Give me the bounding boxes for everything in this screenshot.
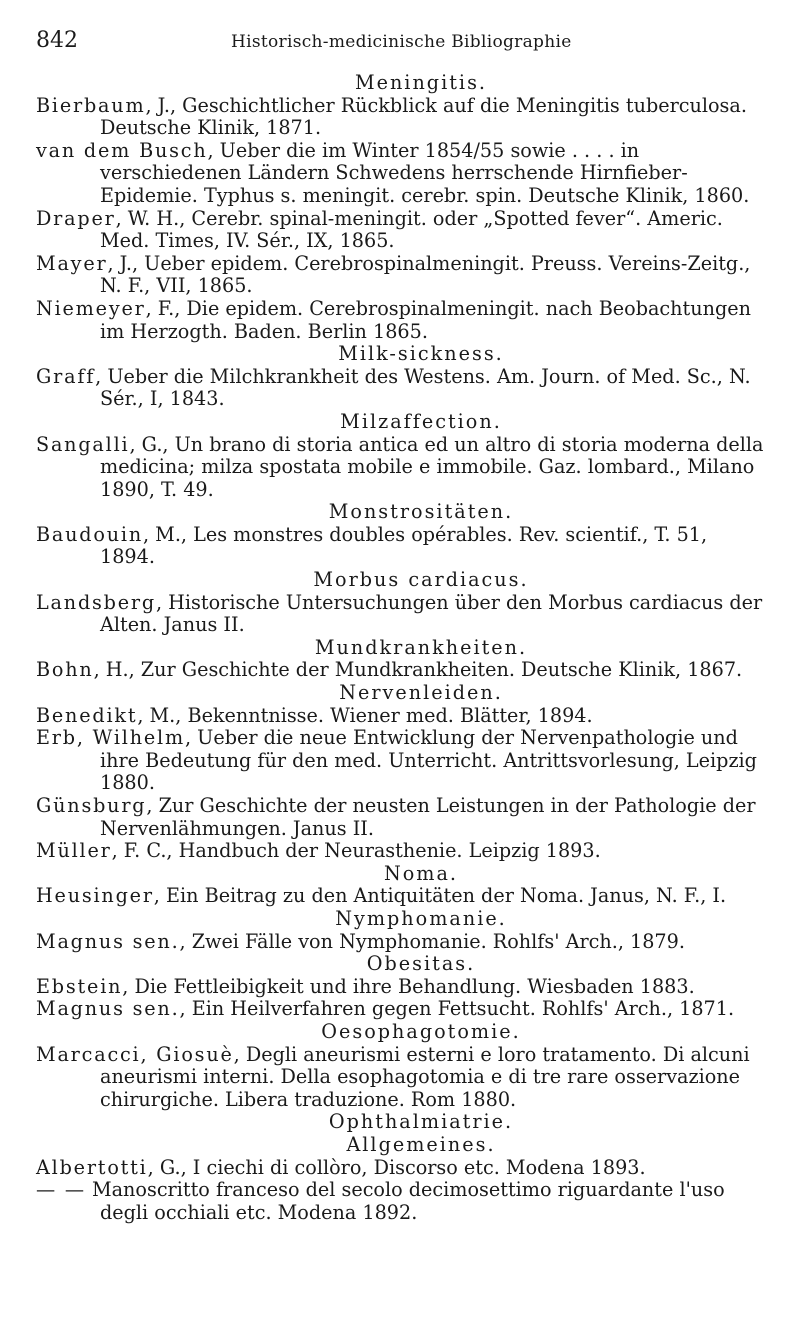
entry-text: , G., Un brano di storia antica ed un altro di storia moderna della medicina; milza spostata mobile e immobile. Gaz. lombard., Milano 1890, T. 49.	[100, 432, 764, 501]
entry-author: Niemeyer	[36, 296, 146, 320]
bibliography-entry	[36, 140, 766, 208]
bibliography-entry	[36, 1044, 766, 1112]
section-heading: Mundkrankheiten.	[314, 635, 528, 659]
section-heading: Ophthalmiatrie.	[328, 1110, 514, 1134]
page-header	[36, 28, 766, 72]
bibliography-entry	[36, 659, 766, 682]
bibliography-entry	[36, 931, 766, 954]
entry-author: Albertotti	[36, 1155, 148, 1179]
page-number: 842	[36, 28, 78, 53]
entry-author: Mayer	[36, 251, 108, 275]
bibliography-entry	[36, 592, 766, 637]
entry-author: Draper	[36, 206, 116, 230]
bibliography-entry	[36, 298, 766, 343]
entry-author: Landsberg	[36, 590, 156, 614]
entry-author: Günsburg	[36, 794, 147, 817]
entry-author: Sangalli	[36, 432, 130, 456]
section-heading: Meningitis.	[354, 71, 488, 94]
entry-text: , W. H., Cerebr. spinal-meningit. oder „Spotted fever“. Americ. Med. Times, IV. Sér., IX, 1865.	[100, 206, 723, 253]
section-heading: Milzaffection.	[340, 409, 502, 433]
entry-author: Graff	[36, 364, 96, 388]
entry-author: Magnus sen.	[36, 929, 180, 953]
entry-text: , J., Ueber epidem. Cerebrospinalmeningit. Preuss. Vereins-Zeitg., N. F., VII, 1865.	[100, 251, 751, 298]
entry-text: , H., Zur Geschichte der Mundkrankheiten. Deutsche Klinik, 1867.	[93, 658, 743, 682]
running-title: Historisch-medicinische Bibliographie	[231, 32, 572, 52]
bibliography-entry	[36, 1179, 766, 1224]
section-heading: Morbus cardiacus.	[313, 568, 529, 592]
entry-author: Müller	[36, 839, 112, 863]
bibliography-entry	[36, 795, 766, 840]
entry-text: , J., Geschichtlicher Rückblick auf die Meningitis tuberculosa. Deutsche Klinik, 1871.	[100, 93, 747, 140]
bibliography-entry	[36, 727, 766, 795]
entry-author: Bohn	[36, 658, 94, 682]
entry-text: , Degli aneurismi esterni e loro tratamento. Di alcuni aneurismi interni. Della esophagotomia e di tre rare osservazione chirurgiche. Libera traduzione. Rom 1880.	[100, 1042, 750, 1111]
entry-author: Heusinger	[36, 884, 154, 908]
entry-text: , Zwei Fälle von Nymphomanie. Rohlfs' Arch., 1879.	[179, 929, 685, 953]
bibliography-entry	[36, 524, 766, 569]
bibliography-entry	[36, 366, 766, 411]
entry-text: , M., Bekenntnisse. Wiener med. Blätter, 1894.	[137, 703, 593, 727]
entry-text: , F. C., Handbuch der Neurasthenie. Leipzig 1893.	[111, 839, 601, 863]
entry-text: , Ein Heilverfahren gegen Fettsucht. Rohlfs' Arch., 1871.	[179, 997, 735, 1021]
entry-text: , F., Die epidem. Cerebrospinalmeningit. nach Beobachtungen im Herzogth. Baden. Berlin 1865.	[100, 296, 751, 343]
entry-text: , Ein Beitrag zu den Antiquitäten der Noma. Janus, N. F., I.	[153, 884, 727, 908]
section-heading: Nymphomanie.	[335, 906, 507, 930]
entry-author: Ebstein	[36, 974, 123, 998]
entry-text: , Historische Untersuchungen über den Morbus cardiacus der Alten. Janus II.	[100, 590, 763, 637]
entry-text: , M., Les monstres doubles opérables. Rev. scientif., T. 51, 1894.	[100, 522, 708, 569]
bibliography-entry	[36, 95, 766, 140]
entry-text: , G., I ciechi di collòro, Discorso etc. Modena 1893.	[147, 1155, 646, 1179]
entry-text: Manoscritto franceso del secolo decimosettimo riguardante l'uso degli occhiali etc. Modena 1892.	[85, 1178, 725, 1224]
section-heading: Nervenleiden.	[339, 681, 503, 705]
entry-author: Benedikt	[36, 703, 138, 727]
bibliography-entry	[36, 998, 766, 1021]
section-heading: Noma.	[383, 861, 459, 885]
section-heading: Monstrositäten.	[328, 500, 514, 524]
entry-author: Marcacci, Giosuè	[36, 1042, 234, 1066]
entry-text: , Die Fettleibigkeit und ihre Behandlung. Wiesbaden 1883.	[122, 974, 695, 998]
entry-author: van dem Busch	[36, 138, 208, 162]
bibliography-entry	[36, 253, 766, 298]
bibliography-entry	[36, 705, 766, 728]
entry-author: — —	[36, 1178, 86, 1202]
bibliography-entry	[36, 1157, 766, 1180]
section-heading: Oesophagotomie.	[321, 1019, 521, 1043]
bibliography-content	[36, 72, 766, 1224]
entry-text: , Zur Geschichte der neusten Leistungen in der Pathologie der Nervenlähmungen. Janus II.	[100, 794, 756, 840]
entry-text: , Ueber die im Winter 1854/55 sowie . . . . in verschiedenen Ländern Schwedens herrschende Hirnfieber-Epidemie. Typhus s. meningit. cerebr. spin. Deutsche Klinik, 1860.	[100, 138, 750, 207]
entry-author: Baudouin	[36, 522, 143, 546]
entry-author: Magnus sen.	[36, 997, 180, 1021]
entry-text: , Ueber die Milchkrankheit des Westens. Am. Journ. of Med. Sc., N. Sér., I, 1843.	[95, 364, 751, 411]
bibliography-entry	[36, 208, 766, 253]
section-heading: Allgemeines.	[346, 1132, 496, 1156]
bibliography-entry	[36, 885, 766, 908]
bibliography-entry	[36, 434, 766, 502]
entry-author: Erb, Wilhelm	[36, 726, 185, 750]
bibliography-entry	[36, 976, 766, 999]
section-heading: Obesitas.	[366, 952, 476, 976]
section-heading: Milk-sickness.	[338, 342, 504, 366]
entry-author: Bierbaum	[36, 93, 146, 117]
bibliography-entry	[36, 840, 766, 863]
entry-text: , Ueber die neue Entwicklung der Nervenpathologie und ihre Bedeutung für den med. Unterricht. Antrittsvorlesung, Leipzig 1880.	[100, 726, 757, 795]
